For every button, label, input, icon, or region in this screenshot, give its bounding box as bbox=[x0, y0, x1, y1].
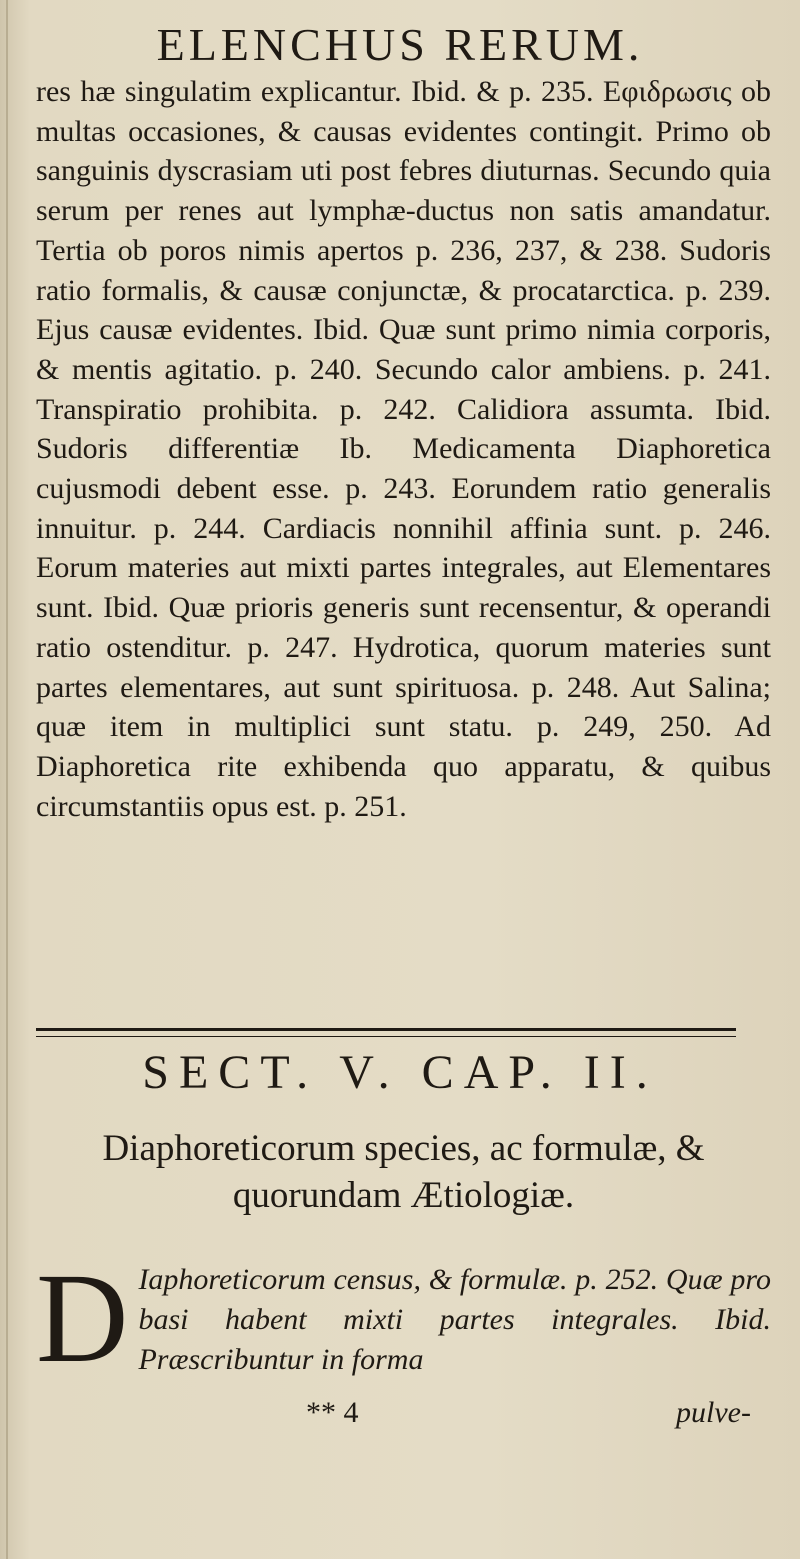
drop-cap: D bbox=[36, 1247, 129, 1389]
chapter-text-block bbox=[36, 1247, 771, 1389]
page-gutter-shadow bbox=[6, 0, 8, 1559]
section-heading: SECT. V. CAP. II. bbox=[142, 1046, 658, 1099]
chapter-text: Iaphoreticorum census, & formulæ. p. 252. Quæ pro basi habent mixti partes integrales. Ibid. Præscribuntur in forma bbox=[138, 1263, 771, 1376]
section-divider-rule bbox=[36, 1028, 736, 1037]
page-footer bbox=[36, 1396, 771, 1436]
running-head: ELENCHUS RERUM. bbox=[156, 19, 644, 70]
signature-mark: ** 4 bbox=[306, 1396, 359, 1429]
index-paragraph: res hæ singulatim explicantur. Ibid. & p. 235. Εφιδρωσις ob multas occasiones, & causas evidentes contingit. Primo ob sanguinis dyscrasiam uti post febres diuturnas. Secundo quia serum per renes aut lymphæ-ductus non satis amandatur. Tertia ob poros nimis apertos p. 236, 237, & 238. Sudoris ratio formalis, & causæ conjunctæ, & procatarctica. p. 239. Ejus causæ evidentes. Ibid. Quæ sunt primo nimia corporis, & mentis agitatio. p. 240. Secundo calor ambiens. p. 241. Transpiratio prohibita. p. 242. Calidiora assumta. Ibid. Sudoris differentiæ Ib. Medicamenta Diaphoretica cujusmodi debent esse. p. 243. Eorundem ratio generalis innuitur. p. 244. Cardiacis nonnihil affinia sunt. p. 246. Eorum materies aut mixti partes integrales, aut Elementares sunt. Ibid. Quæ prioris generis sunt recensentur, & operandi ratio ostenditur. p. 247. Hydrotica, quorum materies sunt partes elementares, aut sunt spirituosa. p. 248. Aut Salina; quæ item in multiplici sunt statu. p. 249, 250. Ad Diaphoretica rite exhibenda quo apparatu, & quibus circumstantiis opus est. p. 251. bbox=[36, 75, 771, 823]
catchword: pulve- bbox=[676, 1396, 751, 1429]
chapter-title: Diaphoreticorum species, ac formulæ, & quorundam Ætiologiæ. bbox=[102, 1128, 705, 1216]
index-text-block bbox=[36, 72, 771, 826]
